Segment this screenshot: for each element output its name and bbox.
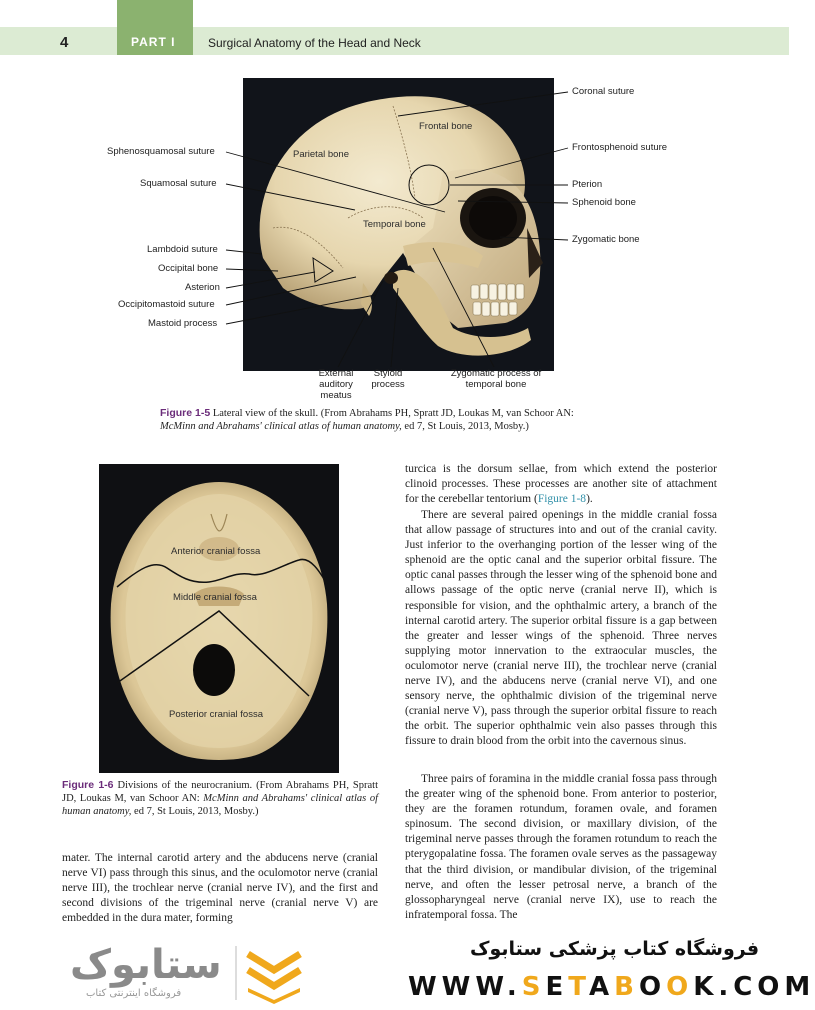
- right-p1-text-a: turcica is the dorsum sellae, from which extend the posterior clinoid processes. These processes are another site of attachment for the cerebellar tentorium (: [405, 463, 717, 506]
- label-zygproc-line1: Zygomatic process of: [450, 368, 542, 379]
- label-middle-cranial-fossa: Middle cranial fossa: [173, 592, 257, 603]
- store-logo-icon: [236, 946, 306, 1000]
- url-letter-o: O: [638, 972, 667, 1002]
- figure-1-6-caption: [62, 779, 378, 818]
- right-column-paragraph-3: Three pairs of foramina in the middle cranial fossa pass through the greater wing of the sphenoid bone. From anterior to posterior, they are the foramen rotundum, foramen ovale, and foramen spinosum. The second division, or maxillary division, of the trigeminal nerve passes through the foramen rotundum to reach the pterygopalatine fossa. The foramen ovale serves as the passageway that the third division, or mandibular division, of the trigeminal nerve, and often the lesser petrosal nerve, a branch of the glossopharyngeal nerve (cranial nerve IX), use to reach the infratemporal fossa. The: [405, 773, 717, 921]
- figure-1-5-caption: [160, 407, 630, 433]
- url-prefix: WWW.: [408, 972, 522, 1002]
- label-sphenoid-bone: Sphenoid bone: [572, 197, 636, 208]
- label-asterion: Asterion: [185, 282, 220, 293]
- store-logo-subtitle: فروشگاه اینترنتی کتاب: [86, 988, 182, 999]
- label-external-line3: meatus: [320, 390, 352, 401]
- label-mastoid-process: Mastoid process: [148, 318, 218, 329]
- label-external-auditory-meatus: [311, 368, 361, 401]
- figure-1-6-label: Figure 1-6: [62, 779, 114, 791]
- page-number: 4: [60, 34, 69, 51]
- store-name-persian: فروشگاه کتاب پزشکی ستابوک: [470, 938, 760, 960]
- label-occipitomastoid-suture: Occipitomastoid suture: [118, 299, 215, 310]
- label-zygproc-line2: temporal bone: [465, 379, 527, 390]
- url-letter-e: E: [545, 972, 569, 1002]
- left-column-paragraph-1: mater. The internal carotid artery and the abducens nerve (cranial nerve VI) pass through this sinus, and the oculomotor nerve (cranial nerve III), the trochlear nerve (cranial nerve IV), and the first and second divisions of the trigeminal nerve (cranial nerve V) are embedded in the dura mater, forming: [62, 852, 378, 925]
- label-lambdoid-suture: Lambdoid suture: [147, 244, 218, 255]
- part-label: PART I: [131, 35, 176, 49]
- label-squamosal-suture: Squamosal suture: [140, 178, 217, 189]
- store-logo-text: ستابوک: [70, 942, 222, 988]
- figure-1-5-caption-text1: Lateral view of the skull. (From Abrahams PH, Spratt JD, Loukas M, van Schoor AN:: [210, 408, 574, 419]
- right-column-paragraph-2: There are several paired openings in the middle cranial fossa that allow passage of structures into and out of the cranial cavity. Just inferior to the overhanging portion of the lesser wing of the sphenoid are the optic canal and the superior orbital fissure. The optic canal passes through the lesser wing of the sphenoid bone and allows passage of the optic nerve (cranial nerve II), which is responsible for vision, and the ophthalmic artery, a branch of the internal carotid artery. The superior orbital fissure is a gap between the greater and lesser wings of the sphenoid. Three nerves supplying motor innervation to the extraocular muscles, the oculomotor nerve (cranial nerve III), the trochlear nerve (cranial nerve IV), and the abducens nerve (cranial nerve VI), and one sensory nerve, the ophthalmic division of the trigeminal nerve (cranial nerve V), pass through the superior orbital fissure to reach the orbit. The superior ophthalmic vein also passes through this fissure to drain blood from the orbit into the cavernous sinus.: [405, 509, 717, 748]
- figure-1-8-link[interactable]: Figure 1-8: [537, 493, 587, 506]
- label-zygomatic-bone: Zygomatic bone: [572, 234, 640, 245]
- running-title: Surgical Anatomy of the Head and Neck: [208, 36, 421, 50]
- figure-1-6-caption-text2: ed 7, St Louis, 2013, Mosby.): [131, 806, 259, 817]
- label-zygomatic-process: [440, 368, 552, 390]
- label-sphenosquamosal-suture: Sphenosquamosal suture: [107, 146, 215, 157]
- url-letter-t: T: [568, 972, 590, 1002]
- url-suffix: .COM: [718, 972, 815, 1002]
- url-letter-s: S: [521, 972, 546, 1002]
- figure-1-6-caption-italic: McMinn and Abrahams' clinical atlas of human anatomy,: [62, 793, 379, 817]
- url-letter-a: A: [589, 972, 615, 1002]
- label-frontal-bone: Frontal bone: [419, 121, 473, 132]
- right-p1-text-b: ).: [586, 493, 593, 506]
- figure-1-5-caption-text2: ed 7, St Louis, 2013, Mosby.): [401, 421, 529, 432]
- label-styloid-line2: process: [371, 379, 405, 390]
- label-styloid-process: [364, 368, 412, 390]
- url-letter-k: K: [693, 972, 719, 1002]
- url-letter-o2: O: [666, 972, 694, 1002]
- store-url: [408, 972, 815, 1002]
- label-pterion: Pterion: [572, 179, 603, 190]
- figure-1-5-leader-lines: [0, 0, 789, 420]
- label-occipital-bone: Occipital bone: [158, 263, 219, 274]
- figure-1-5-label: Figure 1-5: [160, 407, 211, 419]
- label-frontosphenoid-suture: Frontosphenoid suture: [572, 142, 668, 153]
- url-letter-b: B: [614, 972, 639, 1002]
- label-coronal-suture: Coronal suture: [572, 86, 635, 97]
- right-column-paragraph-1: [405, 462, 717, 507]
- label-temporal-bone: Temporal bone: [363, 219, 426, 230]
- cranial-base-illustration: [99, 464, 339, 773]
- label-external-line1: External: [318, 368, 354, 379]
- label-external-line2: auditory: [319, 379, 353, 390]
- label-styloid-line1: Styloid: [373, 368, 403, 379]
- figure-1-6-caption-text1: Divisions of the neurocranium. (From Abrahams PH, Spratt JD, Loukas M, van Schoor AN:: [62, 780, 378, 804]
- figure-1-5-caption-italic: McMinn and Abrahams' clinical atlas of human anatomy,: [160, 421, 402, 432]
- label-anterior-cranial-fossa: Anterior cranial fossa: [171, 546, 261, 557]
- label-posterior-cranial-fossa: Posterior cranial fossa: [169, 709, 263, 720]
- cranial-base-photo: [99, 464, 339, 773]
- label-parietal-bone: Parietal bone: [293, 149, 349, 160]
